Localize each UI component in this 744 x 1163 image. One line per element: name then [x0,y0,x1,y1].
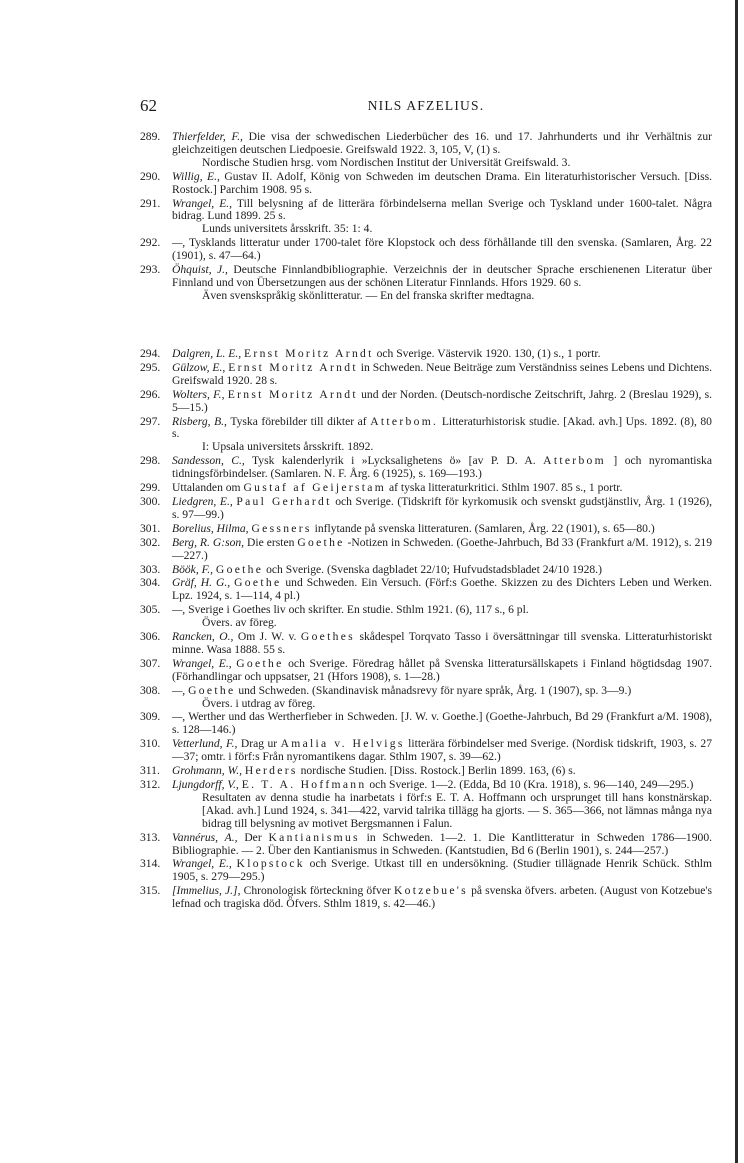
entry-text: in Schweden. 1—2. 1. Die Kantlitteratur in Schweden 1786—1900. Bibliographie. — 2. Über den Kantianismus in Schweden. (Kantstudien, Bd 6 (Berlin 1901), s. 244—257.) [172,830,713,857]
entry-author: Öhquist, J., [172,263,228,277]
entry-text: litterära förbindelser med Sverige. (Nordisk tidskrift, 1903, s. 27—37; omtr. i förf:s Från nyromantikens dagar. Sthlm 1907, s. 39—62.) [172,737,712,764]
bibliography-entry [140,711,712,737]
bibliography-entry [140,858,712,884]
bibliography-entry [140,131,712,170]
entry-number: 303. [140,562,161,576]
entry-spaced-name: Goethe [234,576,282,590]
entry-author: Thierfelder, F., [172,130,243,143]
entry-spaced-name: Paul Gerhardt [236,494,332,508]
entry-spaced-name: Ernst Moritz Arndt [228,360,358,374]
entry-number: 314. [140,857,161,871]
bibliography-entry [140,765,712,778]
entry-prefix: Die ersten [247,535,295,549]
bibliography-entry [140,237,712,263]
entry-prefix: Chronologisk förteckning öfver [243,884,391,898]
entry-text: nordische Studien. [Diss. Rostock.] Berlin 1899. 163, (6) s. [300,764,576,778]
entry-number: 296. [140,387,161,401]
entry-spaced-name: Amalia v. Helvigs [280,737,405,751]
bibliography-entry [140,631,712,657]
entry-number: 313. [140,830,161,844]
entry-author: —, [172,683,186,697]
entry-number: 294. [140,347,161,360]
entry-spaced-name: Goethe [236,656,284,670]
entry-author: Dalgren, L. E., [172,347,242,360]
entry-author: —, [172,236,186,250]
entry-spaced-name: Atterbom. [370,414,439,428]
entry-note: I: Upsala universitets årsskrift. 1892. [202,440,374,454]
bibliography-entry [140,537,712,563]
entry-number: 292. [140,236,161,250]
entry-text: und Schweden. Ein Versuch. (Förf:s Goethe. Skizzen zu des Dichters Leben und Werken. Lpz. 1924, s. 1—114, 4 pl.) [172,576,712,603]
entry-author: —, [172,710,186,724]
entry-author: Liedgren, E., [172,494,233,508]
entry-note: Lunds universitets årsskrift. 35: 1: 4. [202,222,373,236]
entry-number: 293. [140,263,161,277]
page-header [140,96,712,118]
entry-text: Gustav II. Adolf, König von Schweden im deutschen Drama. Ein literaturhistorischer Versuch. [Diss. Rostock.] Parchim 1908. 95 s. [172,169,713,196]
bibliography-entry [140,685,712,711]
entry-text: Litteraturhistorisk studie. [Akad. avh.] Ups. 1892. (8), 80 s. [172,414,712,441]
entry-number: 297. [140,414,161,428]
entry-spaced-name: Gustaf af Geijerstam [243,481,387,495]
entry-author: Sandesson, C., [172,454,245,468]
entry-text: inflytande på svenska litteraturen. (Samlaren, Årg. 22 (1901), s. 65—80.) [314,521,655,535]
entry-author: Grohmann, W., [172,764,242,778]
bibliography-entry [140,416,712,455]
entry-text: Tysklands litteratur under 1700-talet före Klopstock och dess förhållande till den svenska. (Samlaren, Årg. 22 (1901), s. 47—64.) [172,236,712,263]
page-number: 62 [140,96,157,115]
entry-author: Wrangel, E., [172,656,232,670]
running-title: NILS AFZELIUS. [367,98,485,113]
entry-author: [Immelius, J.], [172,884,241,898]
bibliography-entry [140,523,712,536]
bibliography-entry [140,885,712,911]
entry-prefix: Der [244,830,262,844]
bibliography-entry [140,779,712,831]
entry-text: och Sverige. 1—2. (Edda, Bd 10 (Kra. 1918), s. 96—140, 249—295.) [369,778,694,791]
entry-text: och Sverige. Utkast till en undersökning. (Studier tillägnade Henrik Schück. Sthlm 1905, s. 279—295.) [172,857,713,884]
entry-number: 304. [140,576,161,590]
bibliography-section-2 [140,348,712,912]
entry-spaced-name: Goethe [297,535,345,549]
entry-spaced-name: Herders [244,764,298,778]
entry-text: och Sverige. Föredrag hållet på Svenska litteratursällskapets i Finland högtidsdag 1907. (Förhandlingar och uppsatser, 21 (Hfors 1908), s. 1—28.) [172,656,712,683]
entry-author: Rancken, O., [172,630,234,644]
entry-number: 289. [140,130,161,143]
entry-number: 299. [140,481,161,495]
entry-number: 311. [140,764,160,778]
entry-spaced-name: Goethe [188,683,236,697]
entry-number: 300. [140,494,161,508]
entry-note: Resultaten av denna studie ha inarbetats i förf:s E. T. A. Hoffmann och ursprunget till hans konstnärskap. [Akad. avh.] Lund 1924, s. 341—422, varvid talrika tillägg ha gjorts. — S. 365—366, not lämnas många nya bidrag till belysning av motivet Bergsmannen i Falun. [202,790,712,830]
bibliography-entry [140,348,712,361]
entry-text: Deutsche Finnlandbibliographie. Verzeichnis der in deutscher Sprache erschienenen Literatur über Finnland und von Übersetzungen aus der schönen Literatur Finnlands. Hfors 1929. 60 s. [172,263,712,289]
bibliography-entry [140,577,712,603]
entry-spaced-name: Ernst Moritz Arndt [227,387,358,401]
entry-number: 290. [140,169,161,183]
bibliography-entry [140,198,712,237]
entry-text: ] och nyromantiska tidningsförbindelser. (Samlaren. N. F. Årg. 6 (1925), s. 169—193.) [172,454,712,481]
entry-note: Även svenskspråkig skönlitteratur. — En del franska skrifter medtagna. [202,288,535,302]
bibliography-entry [140,564,712,577]
bibliography-entry [140,362,712,388]
entry-text: och Sverige. (Tidskrift för kyrkomusik och svenskt gudstjänstliv, Årg. 1 (1926), s. 97—99.) [172,494,712,521]
entry-text: Werther und das Wertherfieber in Schweden. [J. W. v. Goethe.] (Goethe-Jahrbuch, Bd 29 (Frankfurt a/M. 1908), s. 128—146.) [172,710,712,737]
entry-text: in Schweden. Neue Beiträge zum Verständniss seines Lebens und Dichtens. Greifswald 1920. 28 s. [172,360,712,387]
entry-number: 310. [140,737,161,751]
entry-number: 309. [140,710,161,724]
entry-spaced-name: E. T. A. Hoffmann [241,778,367,791]
entry-spaced-name: Klopstock [236,857,305,871]
entry-number: 295. [140,360,161,374]
entry-author: Gülzow, E., [172,360,226,374]
entry-number: 305. [140,603,161,617]
bibliography-entry [140,496,712,522]
bibliography-entry [140,604,712,630]
entry-text: und Schweden. (Skandinavisk månadsrevy för nyare språk, Årg. 1 (1907), sp. 3—9.) [238,683,632,697]
entry-author: Vannérus, A., [172,830,238,844]
entry-number: 301. [140,521,161,535]
entry-spaced-name: Gessners [251,521,312,535]
entry-author: Vetterlund, F., [172,737,238,751]
entry-author: Ljungdorff, V., [172,778,239,791]
entry-prefix: Tyska förebilder till dikter af [230,414,367,428]
entry-author: Borelius, Hilma, [172,521,249,535]
entry-spaced-name: Atterbom [543,454,606,468]
entry-note: Övers. av föreg. [202,616,277,630]
page-edge-rule [735,0,738,1163]
entry-text: på svenska öfvers. arbeten. (August von Kotzebue's lefnad och tragiska död. Öfvers. Sthlm 1819, s. 42—46.) [172,884,712,911]
entry-author: Wolters, F., [172,387,225,401]
entry-text: und der Norden. (Deutsch-nordische Zeitschrift, Jahrg. 2 (Breslau 1929), s. 5—15.) [172,387,712,414]
bibliography-entry [140,171,712,197]
entry-spaced-name: Kantianismus [268,830,360,844]
entry-text: och Sverige. Västervik 1920. 130, (1) s., 1 portr. [376,347,601,360]
entry-spaced-name: Kotzebue's [393,884,468,898]
entry-author: Risberg, B., [172,414,227,428]
entry-note: Övers. i utdrag av föreg. [202,696,316,710]
entry-text: skådespel Torqvato Tasso i översättningar till svenska. Litteraturhistoriskt minne. Wasa 1888. 55 s. [172,630,712,656]
entry-author: Willig, E., [172,169,220,183]
entry-number: 307. [140,656,161,670]
bibliography-entry [140,264,712,303]
entry-prefix: Om J. W. v. [237,630,297,644]
bibliography-entry [140,738,712,764]
entry-number: 298. [140,454,161,468]
entry-number: 302. [140,535,161,549]
entry-text: -Notizen in Schweden. (Goethe-Jahrbuch, Bd 33 (Frankfurt a/M. 1912), s. 219—227.) [172,535,713,562]
entry-number: 312. [140,778,161,791]
bibliography-entry [140,482,712,495]
entry-author: —, [172,603,186,617]
entry-prefix: Uttalanden om [172,481,241,495]
entry-prefix: Drag ur [240,737,278,751]
entry-text: Die visa der schwedischen Liederbücher des 16. und 17. Jahrhunderts und ihr Verhältnis zur gleichzeitigen deutschen Liedpoesie. Greifswald 1922. 3, 105, V, (1) s. [172,130,713,156]
entry-spaced-name: Goethe [215,562,264,576]
entry-text: Sverige i Goethes liv och skrifter. En studie. Sthlm 1921. (6), 117 s., 6 pl. [188,603,529,617]
entry-number: 308. [140,683,161,697]
entry-text: och Sverige. (Svenska dagbladet 22/10; Hufvudstadsbladet 24/10 1928.) [266,562,602,576]
bibliography-entry [140,455,712,481]
entry-author: Böök, F., [172,562,214,576]
entry-number: 291. [140,196,161,210]
entry-text: Till belysning af de litterära förbindelserna mellan Sverige och Tyskland under 1600-talet. Några bidrag. Lund 1899. 25 s. [172,196,712,223]
entry-number: 306. [140,630,161,644]
entry-spaced-name: Ernst Moritz Arndt [244,347,374,360]
bibliography-section-1 [140,131,712,304]
bibliography-entry [140,832,712,858]
entry-note: Nordische Studien hrsg. vom Nordischen Institut der Universität Greifswald. 3. [202,155,571,169]
entry-author: Gräf, H. G., [172,576,231,590]
bibliography-entry [140,389,712,415]
entry-number: 315. [140,884,161,898]
entry-prefix: Tysk kalenderlyrik i »Lycksalighetens ö» [av P. D. A. [252,454,536,468]
entry-author: Wrangel, E., [172,857,232,871]
bibliography-entry [140,658,712,684]
entry-text: af tyska litteraturkritici. Sthlm 1907. 85 s., 1 portr. [388,481,623,495]
entry-spaced-name: Goethes [300,630,355,644]
entry-author: Wrangel, E., [172,196,233,210]
entry-author: Berg, R. G:son, [172,535,245,549]
